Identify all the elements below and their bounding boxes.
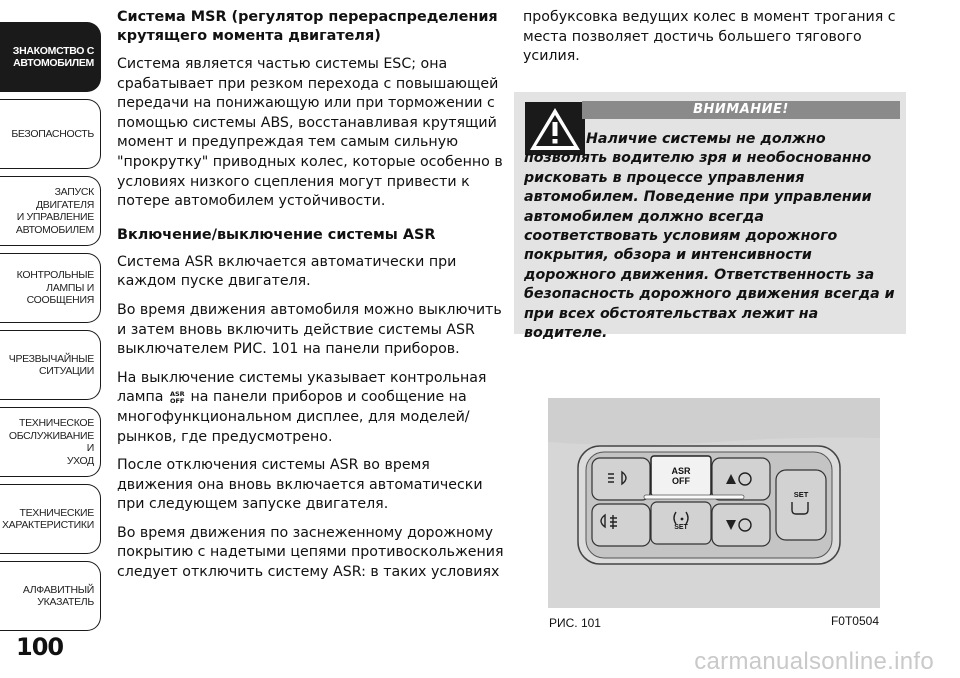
tab-safety[interactable]: БЕЗОПАСНОСТЬ bbox=[0, 99, 101, 169]
asr-off-button[interactable] bbox=[651, 466, 711, 486]
figure-code: F0T0504 bbox=[830, 614, 879, 628]
heading-msr: Система MSR (регулятор перераспределения крутящего момента двигателя) bbox=[117, 9, 498, 44]
tab-emergency[interactable]: ЧРЕЗВЫЧАЙНЫЕ СИТУАЦИИ bbox=[0, 330, 101, 400]
page-number: 100 bbox=[16, 633, 64, 661]
text-column-right bbox=[523, 8, 906, 67]
lamp-text-after: на панели приборов и сообщение на многофункциональном дисплее, для моделей/рынков, где предусмотрено. bbox=[117, 389, 470, 445]
asr-button-label-top: ASR bbox=[671, 466, 691, 476]
figure-caption bbox=[548, 614, 880, 632]
paragraph-msr: Система является частью системы ESC; она срабатывает при резком перехода с повышающей передачи на понижающую или при торможении с помощью системы ABS, восстанавливая крутящий момент и предупреждая тем самым сильную "прокрутку" приводных колес, которые особенно в условиях низкого сцепления могут привести к потере автомобилем устойчивости. bbox=[117, 56, 503, 210]
paragraph-continuation: пробуксовка ведущих колес в момент трогания с места позволяет достичь большего тягового усилия. bbox=[523, 9, 896, 65]
tab-warning-lights[interactable]: КОНТРОЛЬНЫЕ ЛАМПЫ И СООБЩЕНИЯ bbox=[0, 253, 101, 323]
warning-title: ВНИМАНИЕ! bbox=[582, 101, 900, 119]
warning-text: Наличие системы не должно позволять водителю зря и необоснованно рисковать в процессе управления автомобилем. Поведение при управлении автомобилем должно всегда соответствовать условиям дорожного покрытия, обзора и интенсивности дорожного движения. Ответственность за безопасность дорожного движения всегда и при всех обстоятельствах лежит на водителе. bbox=[524, 131, 895, 342]
tab-vehicle-overview[interactable]: ЗНАКОМСТВО С АВТОМОБИЛЕМ bbox=[0, 22, 101, 92]
set-label-middle: SET bbox=[674, 524, 688, 531]
tab-starting-and-driving[interactable]: ЗАПУСК ДВИГАТЕЛЯ И УПРАВЛЕНИЕ АВТОМОБИЛЕМ bbox=[0, 176, 101, 246]
paragraph-asr-auto: Система ASR включается автоматически при каждом пуске двигателя. bbox=[117, 253, 457, 290]
figure-asr-switch bbox=[548, 398, 880, 608]
paragraph-asr-switch: Во время движения автомобиля можно выключить и затем вновь включить действие системы ASR выключателем РИС. 101 на панели приборов. bbox=[117, 301, 502, 358]
warning-box bbox=[514, 92, 906, 342]
tab-maintenance[interactable]: ТЕХНИЧЕСКОЕ ОБСЛУЖИВАНИЕ И УХОД bbox=[0, 407, 101, 477]
tab-technical-specs[interactable]: ТЕХНИЧЕСКИЕ ХАРАКТЕРИСТИКИ bbox=[0, 484, 101, 554]
text-column-left bbox=[117, 8, 509, 592]
watermark: carmanualsonline.info bbox=[694, 648, 934, 675]
paragraph-asr-lamp bbox=[117, 369, 509, 447]
asr-button-label-bottom: OFF bbox=[672, 476, 690, 486]
figure-number: РИС. 101 bbox=[549, 616, 601, 630]
asr-off-lamp-icon: ASR OFF bbox=[169, 390, 185, 406]
paragraph-asr-restart: После отключения системы ASR во время движения она вновь включается автоматически при следующем запуске двигателя. bbox=[117, 457, 483, 513]
dashboard-switch-panel-illustration bbox=[548, 398, 880, 608]
set-button-label: SET bbox=[793, 490, 809, 499]
lamp-text-before: На выключение системы указывает контрольная лампа bbox=[117, 369, 487, 406]
set-button[interactable] bbox=[776, 490, 826, 499]
heading-asr: Включение/выключение системы ASR bbox=[117, 226, 436, 243]
paragraph-asr-snow: Во время движения по заснеженному дорожному покрытию с надетыми цепями противоскольжения следует отключить систему ASR: в таких условиях bbox=[117, 524, 504, 581]
tab-index[interactable]: АЛФАВИТНЫЙ УКАЗАТЕЛЬ bbox=[0, 561, 101, 631]
